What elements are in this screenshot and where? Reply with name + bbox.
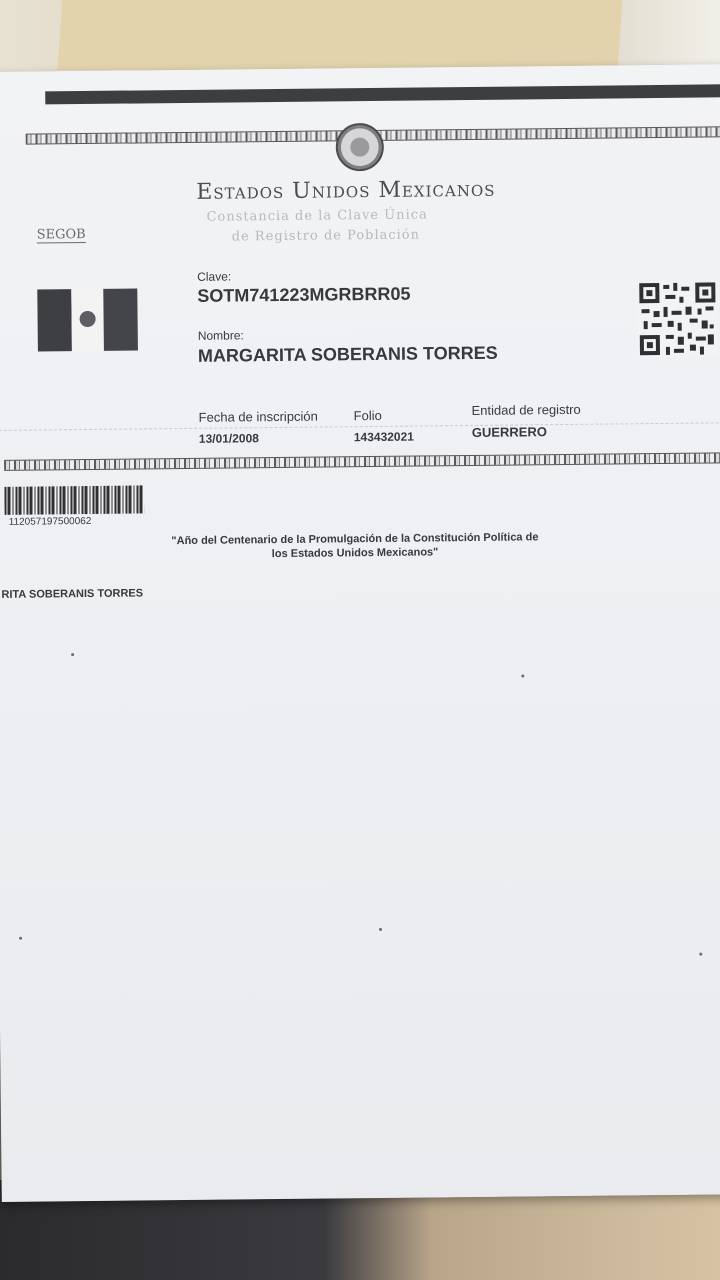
speck bbox=[521, 674, 524, 677]
guilloche-border-bottom bbox=[4, 452, 720, 471]
issuer-logo-text: SEGOB bbox=[36, 227, 86, 243]
qr-code-icon bbox=[637, 280, 718, 357]
national-seal-icon bbox=[336, 123, 385, 172]
motto-line-2: los Estados Unidos Mexicanos" bbox=[271, 546, 439, 561]
curp-document bbox=[0, 64, 720, 1202]
entidad-value: GUERRERO bbox=[471, 424, 548, 440]
folder-edge bbox=[58, 0, 623, 70]
mexican-flag-icon bbox=[37, 288, 138, 351]
speck bbox=[19, 937, 22, 940]
nombre-label: Nombre: bbox=[197, 328, 244, 343]
fecha-label: Fecha de inscripción bbox=[198, 408, 318, 425]
motto-text bbox=[145, 530, 565, 562]
name-partial: RITA SOBERANIS TORRES bbox=[1, 587, 144, 601]
motto-line-1: "Año del Centenario de la Promulgación de la Constitución Política de bbox=[171, 531, 539, 548]
clave-value: SOTM741223MGRBRR05 bbox=[197, 283, 411, 306]
speck bbox=[71, 653, 74, 656]
header-bar bbox=[45, 84, 720, 104]
folio-value: 143432021 bbox=[353, 429, 414, 445]
country-title: Estados Unidos Mexicanos bbox=[196, 176, 496, 205]
barcode-number: 112057197500062 bbox=[8, 515, 92, 528]
fecha-value: 13/01/2008 bbox=[198, 431, 259, 446]
speck bbox=[699, 953, 702, 956]
entidad-label: Entidad de registro bbox=[471, 401, 581, 418]
barcode-icon bbox=[4, 485, 144, 514]
speck bbox=[379, 928, 382, 931]
nombre-value: MARGARITA SOBERANIS TORRES bbox=[197, 342, 498, 366]
folio-label: Folio bbox=[353, 407, 382, 424]
clave-label: Clave: bbox=[197, 269, 232, 284]
faded-subtitle-1: Constancia de la Clave Única bbox=[206, 207, 428, 225]
faded-subtitle-2: de Registro de Población bbox=[231, 227, 421, 245]
